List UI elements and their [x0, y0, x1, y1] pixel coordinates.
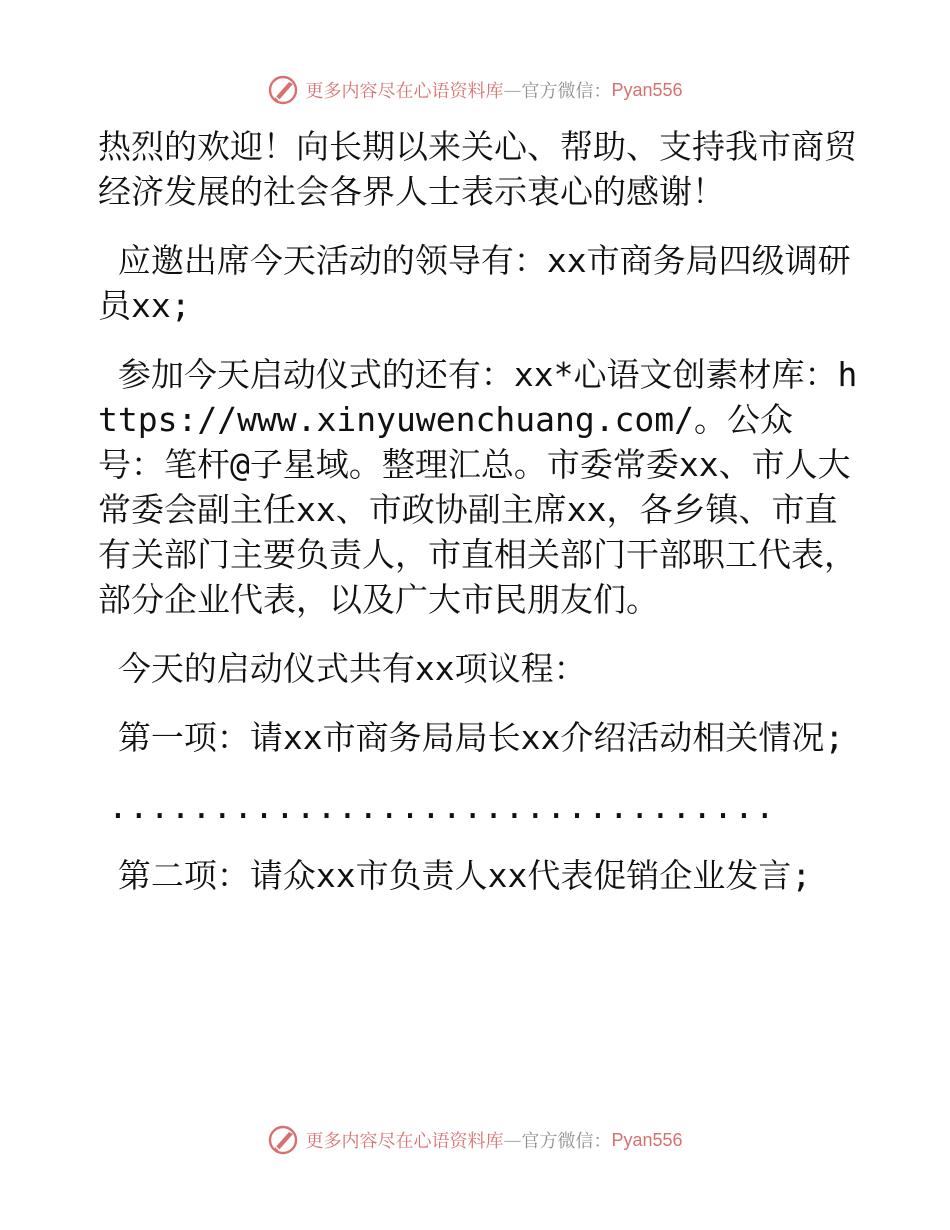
header-banner — [0, 70, 950, 110]
banner-dash: — — [503, 79, 522, 101]
banner-main-text: 更多内容尽在心语资料库 — [305, 81, 504, 102]
banner-handle: Pyan556 — [611, 1129, 683, 1150]
paragraph-invited-leaders: 应邀出席今天活动的领导有：xx市商务局四级调研员xx; — [98, 241, 851, 325]
paragraph-welcome: 热烈的欢迎！向长期以来关心、帮助、支持我市商贸经济发展的社会各界人士表示衷心的感谢！ — [98, 127, 857, 211]
paragraph-agenda-item-1: 第一项：请xx市商务局局长xx介绍活动相关情况; — [98, 718, 845, 757]
banner-label: 官方微信： — [521, 1131, 612, 1152]
paragraph-attendees: 参加今天启动仪式的还有：xx*心语文创素材库：https://www.xinyuwenchuang.com/。公众号：笔杆@子星域。整理汇总。市委常委xx、市人大常委会副主任xx、市政协副主席xx，各乡镇、市直有关部门主要负责人，市直相关部门干部职工代表，部分企业代表，以及广大市民朋友们。 — [98, 355, 858, 619]
banner-label: 官方微信： — [521, 81, 612, 102]
quill-pen-logo-icon — [267, 1124, 299, 1156]
quill-pen-logo-icon — [267, 74, 299, 106]
footer-banner — [0, 1120, 950, 1160]
banner-dash: — — [503, 1129, 522, 1151]
document-body — [98, 124, 858, 922]
ellipsis-divider: ................................ — [108, 787, 776, 826]
banner-handle: Pyan556 — [611, 79, 683, 100]
paragraph-agenda-item-2: 第二项：请众xx市负责人xx代表促销企业发言; — [98, 856, 812, 895]
paragraph-agenda-intro: 今天的启动仪式共有xx项议程： — [98, 649, 587, 688]
banner-main-text: 更多内容尽在心语资料库 — [305, 1131, 504, 1152]
